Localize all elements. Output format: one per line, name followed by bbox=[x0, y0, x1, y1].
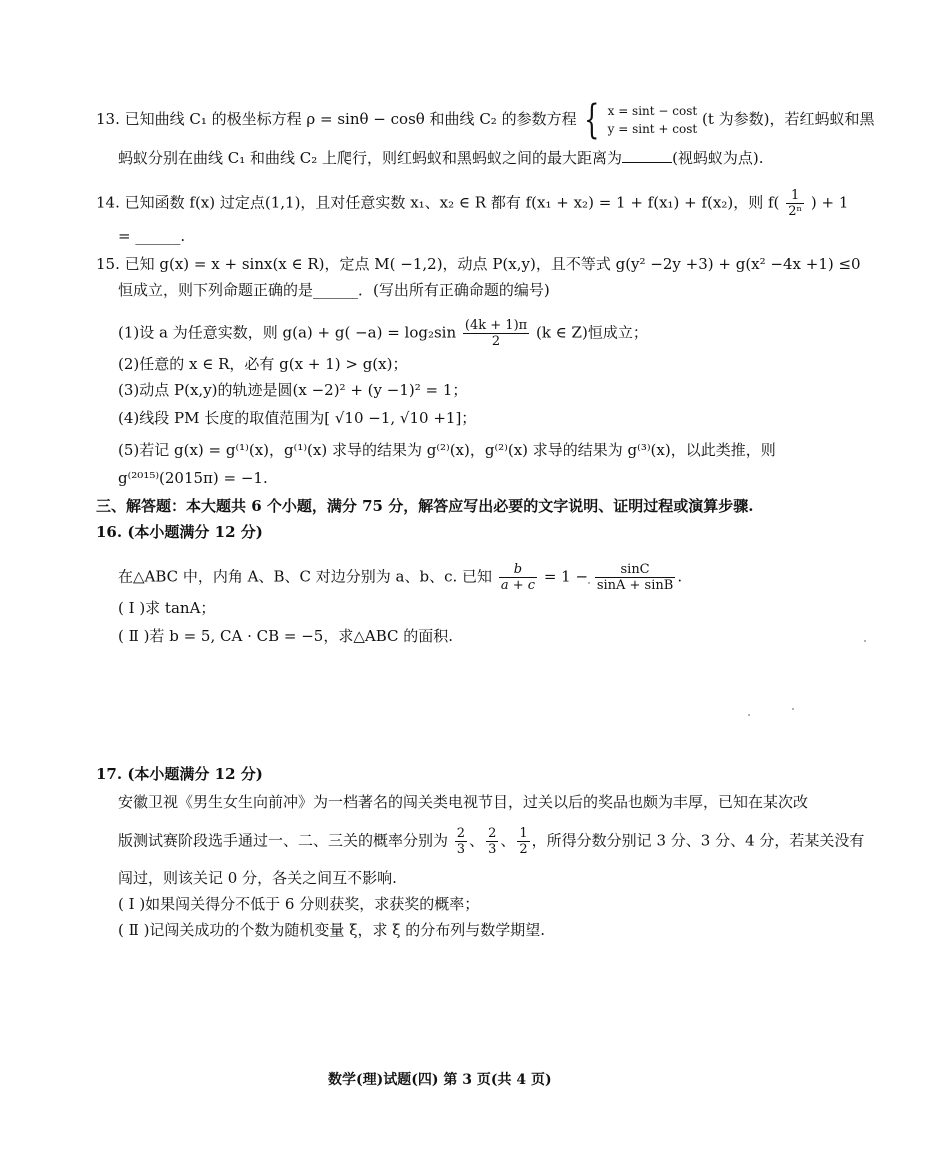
answer-blank bbox=[622, 148, 672, 163]
q15-o1-text-b: (k ∈ Z)恒成立； bbox=[535, 323, 648, 342]
q16-text-a: 在△ABC 中，内角 A、B、C 对边分别为 a、b、c. 已知 bbox=[118, 567, 493, 586]
q16-fraction1 bbox=[499, 562, 537, 593]
q15-option4: (4)线段 PM 长度的取值范围为[ √10 −1, √10 +1]； bbox=[118, 409, 477, 427]
q16-text-end: . bbox=[677, 567, 683, 586]
q17-line2: 版测试赛阶段选手通过一、二、三关的概率分别为 $\frac{2}{3}$ 、 $\frac{2}{3}$ 、 $\frac{1}{2}$ ，所得分数分别记 3 分、3 分、4 分，若某关没有 bbox=[118, 826, 865, 857]
q17-fraction-b bbox=[486, 826, 498, 857]
q13-text-b: (t 为参数)，若红蚂蚁和黑 bbox=[702, 110, 875, 128]
q16-heading: 16. (本小题满分 12 分) bbox=[96, 523, 263, 541]
scan-speck bbox=[588, 582, 590, 584]
frac-num: 1 bbox=[786, 188, 804, 204]
q17-fraction-c bbox=[517, 826, 529, 857]
section-heading: 三、解答题：本大题共 6 个小题，满分 75 分，解答应写出必要的文字说明、证明过程或演算步骤. bbox=[96, 497, 754, 515]
frac-den: sinA + sinB bbox=[596, 578, 674, 593]
param-eq1: x = sint − cost bbox=[607, 104, 698, 118]
q17-line1: 安徽卫视《男生女生向前冲》为一档著名的闯关类电视节目，过关以后的奖品也颇为丰厚，已知在某次改 bbox=[118, 793, 809, 811]
q17-fraction-a bbox=[455, 826, 467, 857]
frac-den: 3 bbox=[488, 842, 497, 857]
scan-speck bbox=[792, 708, 794, 710]
q14-text-a: 14. 已知函数 f(x) 过定点(1,1)，且对任意实数 x₁、x₂ ∈ R 都有 f(x₁ + x₂) = 1 + f(x₁) + f(x₂)，则 f( bbox=[96, 193, 780, 212]
frac-num: 2 bbox=[456, 826, 466, 841]
q15-option5b: g⁽²⁰¹⁵⁾(2015π) = −1. bbox=[118, 469, 268, 487]
q17-line3: 闯过，则该关记 0 分，各关之间互不影响. bbox=[118, 869, 397, 887]
brace-icon: { bbox=[584, 97, 600, 143]
q15-option1 bbox=[118, 318, 648, 349]
q15-line1: 15. 已知 g(x) = x + sinx(x ∈ R)，定点 M( −1,2)，动点 P(x,y)，且不等式 g(y² −2y +3) + g(x² −4x +1) ≤0 bbox=[96, 255, 861, 273]
frac-num: 1 bbox=[519, 826, 528, 841]
frac-den: 2 bbox=[519, 842, 528, 857]
q16-part1: ( Ⅰ )求 tanA； bbox=[118, 599, 216, 617]
q14-text-b: ) + 1 bbox=[810, 193, 849, 212]
q15-line2: 恒成立，则下列命题正确的是______．(写出所有正确命题的编号) bbox=[118, 281, 550, 299]
q16-line1 bbox=[118, 562, 682, 593]
scan-speck bbox=[864, 640, 866, 642]
q13-text-c: 蚂蚁分别在曲线 C₁ 和曲线 C₂ 上爬行，则红蚂蚁和黑蚂蚁之间的最大距离为 bbox=[118, 149, 623, 167]
q17-part2: ( Ⅱ )记闯关成功的个数为随机变量 ξ，求 ξ 的分布列与数学期望. bbox=[118, 921, 546, 939]
param-system bbox=[608, 102, 698, 138]
q16-part2: ( Ⅱ )若 b = 5, CA · CB = −5，求△ABC 的面积. bbox=[118, 627, 454, 645]
frac-den: 3 bbox=[456, 842, 466, 857]
q17-text-a: 版测试赛阶段选手通过一、二、三关的概率分别为 bbox=[118, 831, 449, 850]
q13-line2 bbox=[118, 148, 764, 168]
q16-fraction2 bbox=[595, 562, 676, 593]
frac-num: (4k + 1)π bbox=[464, 318, 528, 333]
page-footer: 数学(理)试题(四) 第 3 页(共 4 页) bbox=[328, 1072, 552, 1088]
frac-num: 2 bbox=[488, 826, 497, 841]
q15-option2: (2)任意的 x ∈ R，必有 g(x + 1) > g(x)； bbox=[118, 355, 408, 373]
param-eq2: y = sint + cost bbox=[607, 122, 698, 136]
q13-line1 bbox=[96, 97, 875, 143]
frac-num: sinC bbox=[595, 562, 676, 578]
q15-o1-text-a: (1)设 a 为任意实数，则 g(a) + g( −a) = log₂sin bbox=[118, 323, 457, 342]
q16-text-mid: = 1 − bbox=[543, 567, 589, 586]
q15-option3: (3)动点 P(x,y)的轨迹是圆(x −2)² + (y −1)² = 1； bbox=[118, 381, 468, 399]
q14-fraction bbox=[786, 188, 804, 219]
q17-part1: ( Ⅰ )如果闯关得分不低于 6 分则获奖，求获奖的概率； bbox=[118, 895, 480, 913]
q14-line1 bbox=[96, 188, 848, 219]
q15-fraction bbox=[463, 318, 529, 349]
frac-den: a + c bbox=[500, 578, 536, 593]
q13-text-a: 13. 已知曲线 C₁ 的极坐标方程 ρ = sinθ − cosθ 和曲线 C₂ 的参数方程 bbox=[96, 110, 577, 128]
q15-option5a: (5)若记 g(x) = g⁽¹⁾(x)，g⁽¹⁾(x) 求导的结果为 g⁽²⁾(x)，g⁽²⁾(x) 求导的结果为 g⁽³⁾(x)，以此类推，则 bbox=[118, 441, 776, 459]
q17-heading: 17. (本小题满分 12 分) bbox=[96, 765, 263, 783]
q13-text-d: (视蚂蚁为点). bbox=[672, 149, 764, 167]
q17-text-b: ，所得分数分别记 3 分、3 分、4 分，若某关没有 bbox=[531, 831, 865, 850]
frac-den: 2 bbox=[491, 334, 501, 349]
frac-den: 2ⁿ bbox=[788, 204, 803, 219]
scan-speck bbox=[748, 714, 750, 716]
q14-line2: = ______. bbox=[118, 227, 186, 245]
frac-num: b bbox=[499, 562, 537, 578]
